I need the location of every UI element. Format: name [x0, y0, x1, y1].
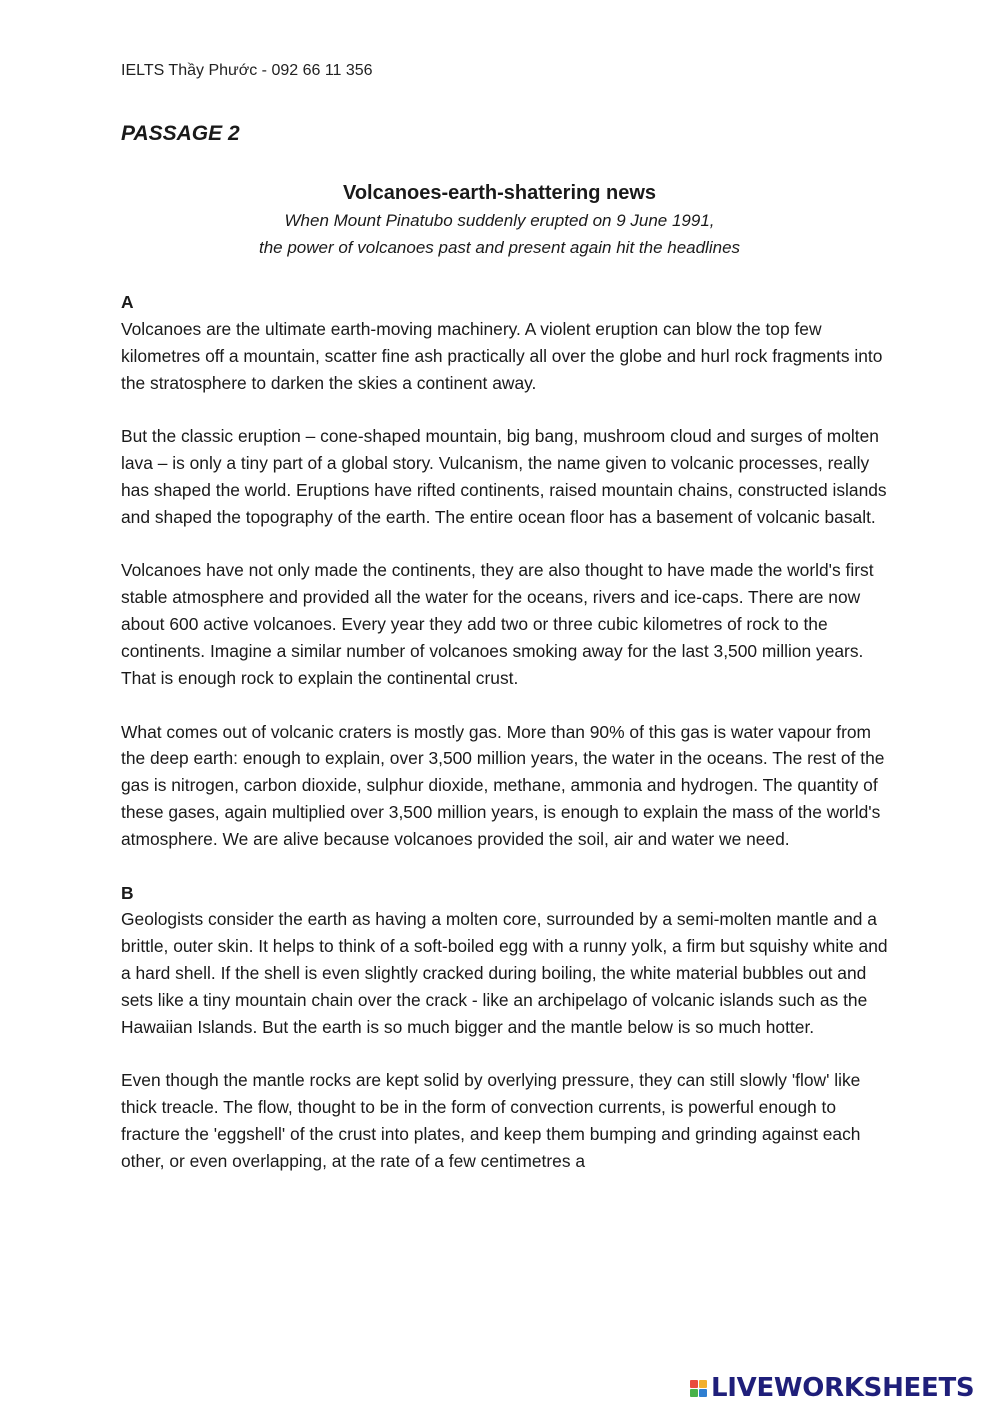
liveworksheets-logo [690, 1374, 974, 1402]
logo-square-green [690, 1389, 698, 1397]
logo-square-blue [699, 1389, 707, 1397]
liveworksheets-logo-text: LIVEWORKSHEETS [711, 1373, 975, 1403]
section-letter-a: A [121, 292, 134, 312]
paragraph-a-1: Volcanoes are the ultimate earth-moving machinery. A violent eruption can blow the top few kilometres off a mountain, scatter fine ash practically all over the globe and hurl rock fragments into the stratosphere to darken the skies a continent away. [121, 318, 883, 393]
paragraph-b-1: Geologists consider the earth as having a molten core, surrounded by a semi-molten mantle and a brittle, outer skin. It helps to think of a soft-boiled egg with a runny yolk, a firm but squishy white and a hard shell. If the shell is even slightly cracked during boiling, the white material bubbles out and sets like a tiny mountain chain over the crack - like an archipelago of volcanic islands such as the Hawaiian Islands. But the earth is so much bigger and the mantle below is so much hotter. [121, 909, 888, 1037]
passage-label: PASSAGE 2 [121, 122, 240, 145]
passage-title: Volcanoes-earth-shattering news [342, 182, 657, 204]
section-letter-b: B [121, 882, 134, 903]
logo-square-red [690, 1380, 698, 1388]
logo-square-yellow [699, 1380, 707, 1388]
header-contact: IELTS Thầy Phước - 092 66 11 356 [121, 62, 373, 79]
paragraph-a-4: What comes out of volcanic craters is mostly gas. More than 90% of this gas is water vapour from the deep earth: enough to explain, over 3,500 million years, the water in the oceans. The rest of the gas is nitrogen, carbon dioxide, sulphur dioxide, methane, ammonia and hydrogen. The quantity of these gases, again multiplied over 3,500 million years, is enough to explain the mass of the world's atmosphere. We are alive because volcanoes provided the soil, air and water we need. [121, 721, 885, 849]
passage-body [121, 289, 891, 1175]
paragraph-b-2: Even though the mantle rocks are kept solid by overlying pressure, they can still slowly 'flow' like thick treacle. The flow, thought to be in the form of convection currents, is powerful enough to fracture the 'eggshell' of the crust into plates, and keep them bumping and grinding against each other, or even overlapping, at the rate of a few centimetres a [121, 1070, 861, 1171]
paragraph-a-3: Volcanoes have not only made the continents, they are also thought to have made the world's first stable atmosphere and provided all the water for the oceans, rivers and ice-caps. There are now about 600 active volcanoes. Every year they add two or three cubic kilometres of rock to the continents. Imagine a similar number of volcanoes smoking away for the last 3,500 million years. That is enough rock to explain the continental crust. [121, 560, 874, 688]
subtitle-line-1: When Mount Pinatubo suddenly erupted on 9 June 1991, [284, 211, 715, 230]
paragraph-a-2: But the classic eruption – cone-shaped mountain, big bang, mushroom cloud and surges of molten lava – is only a tiny part of a global story. Vulcanism, the name given to volcanic processes, really has shaped the world. Eruptions have rifted continents, raised mountain chains, constructed islands and shaped the topography of the earth. The entire ocean floor has a basement of volcanic basalt. [121, 426, 887, 527]
subtitle-line-2: the power of volcanoes past and present again hit the headlines [258, 238, 741, 257]
liveworksheets-logo-icon [690, 1380, 707, 1397]
title-block [121, 179, 878, 261]
